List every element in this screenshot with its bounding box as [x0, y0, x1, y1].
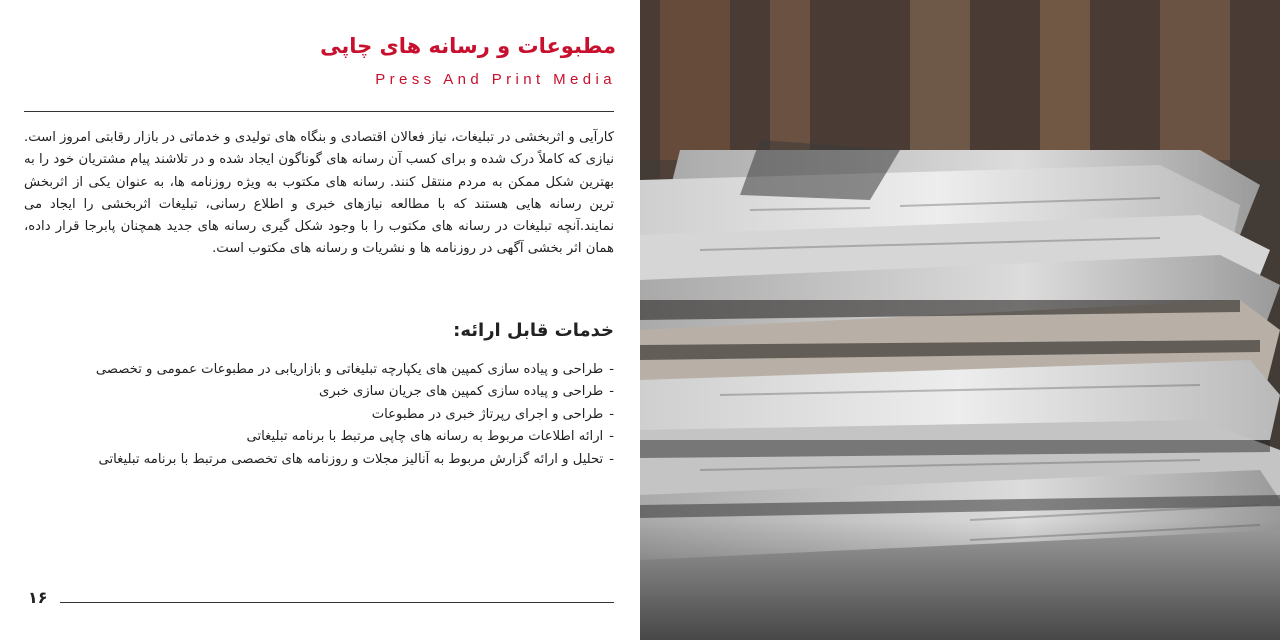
list-item-text: تحلیل و ارائه گزارش مربوط به آنالیز مجلات و روزنامه های تخصصی مرتبط با برنامه تبلیغاتی — [98, 451, 604, 467]
list-bullet: - — [609, 406, 614, 422]
list-item-text: طراحی و پیاده سازی کمپین های جریان سازی خبری — [319, 384, 604, 400]
list-item — [19, 359, 614, 381]
list-item — [19, 404, 614, 426]
services-heading: خدمات قابل ارائه: — [453, 320, 614, 341]
list-item-text: طراحی و اجرای رپرتاژ خبری در مطبوعات — [371, 406, 604, 422]
services-list — [19, 359, 614, 471]
header-divider — [24, 111, 614, 112]
newspapers-stack-icon — [640, 0, 1280, 640]
page-number: ۱۶ — [28, 588, 48, 607]
list-item — [19, 449, 614, 471]
list-item — [19, 426, 614, 448]
page-subtitle: Press And Print Media — [375, 71, 616, 88]
list-bullet: - — [609, 384, 614, 400]
footer-divider — [60, 602, 614, 603]
list-item — [19, 381, 614, 403]
intro-paragraph: کارآیی و اثربخشی در تبلیغات، نیاز فعالان اقتصادی و بنگاه های تولیدی و خدماتی در بازار رقابتی امروز است. نیازی که کاملاً درک شده و برای کسب آن رسانه های گوناگون ایجاد شده و در تلاشند پیام مشتریان خود را به بهترین شکل ممکن به مردم منتقل کنند. رسانه های مکتوب به ویژه روزنامه ها، به عنوان یکی از اثربخش ترین رسانه هایی هستند که با مطالعه نیازهای خبری و اطلاع رسانی، تبلیغات اثربخشی را ایجاد می نمایند.آنچه تبلیغات در رسانه های مکتوب را با وجود شکل گیری رسانه های جدید همچنان پابرجا قرار داده، همان اثر بخشی آگهی در روزنامه ها و نشریات و رسانه های مکتوب است. — [24, 130, 614, 257]
list-bullet: - — [609, 451, 614, 467]
list-bullet: - — [609, 362, 614, 377]
list-item-text: طراحی و پیاده سازی کمپین های یکپارچه تبلیغاتی و بازاریابی در مطبوعات عمومی و تخصصی — [95, 362, 604, 377]
list-bullet: - — [609, 429, 614, 445]
newspapers-photo — [640, 0, 1280, 640]
list-item-text: ارائه اطلاعات مربوط به رسانه های چاپی مرتبط با برنامه تبلیغاتی — [246, 429, 604, 445]
page-title: مطبوعات و رسانه های چاپی — [320, 34, 616, 58]
